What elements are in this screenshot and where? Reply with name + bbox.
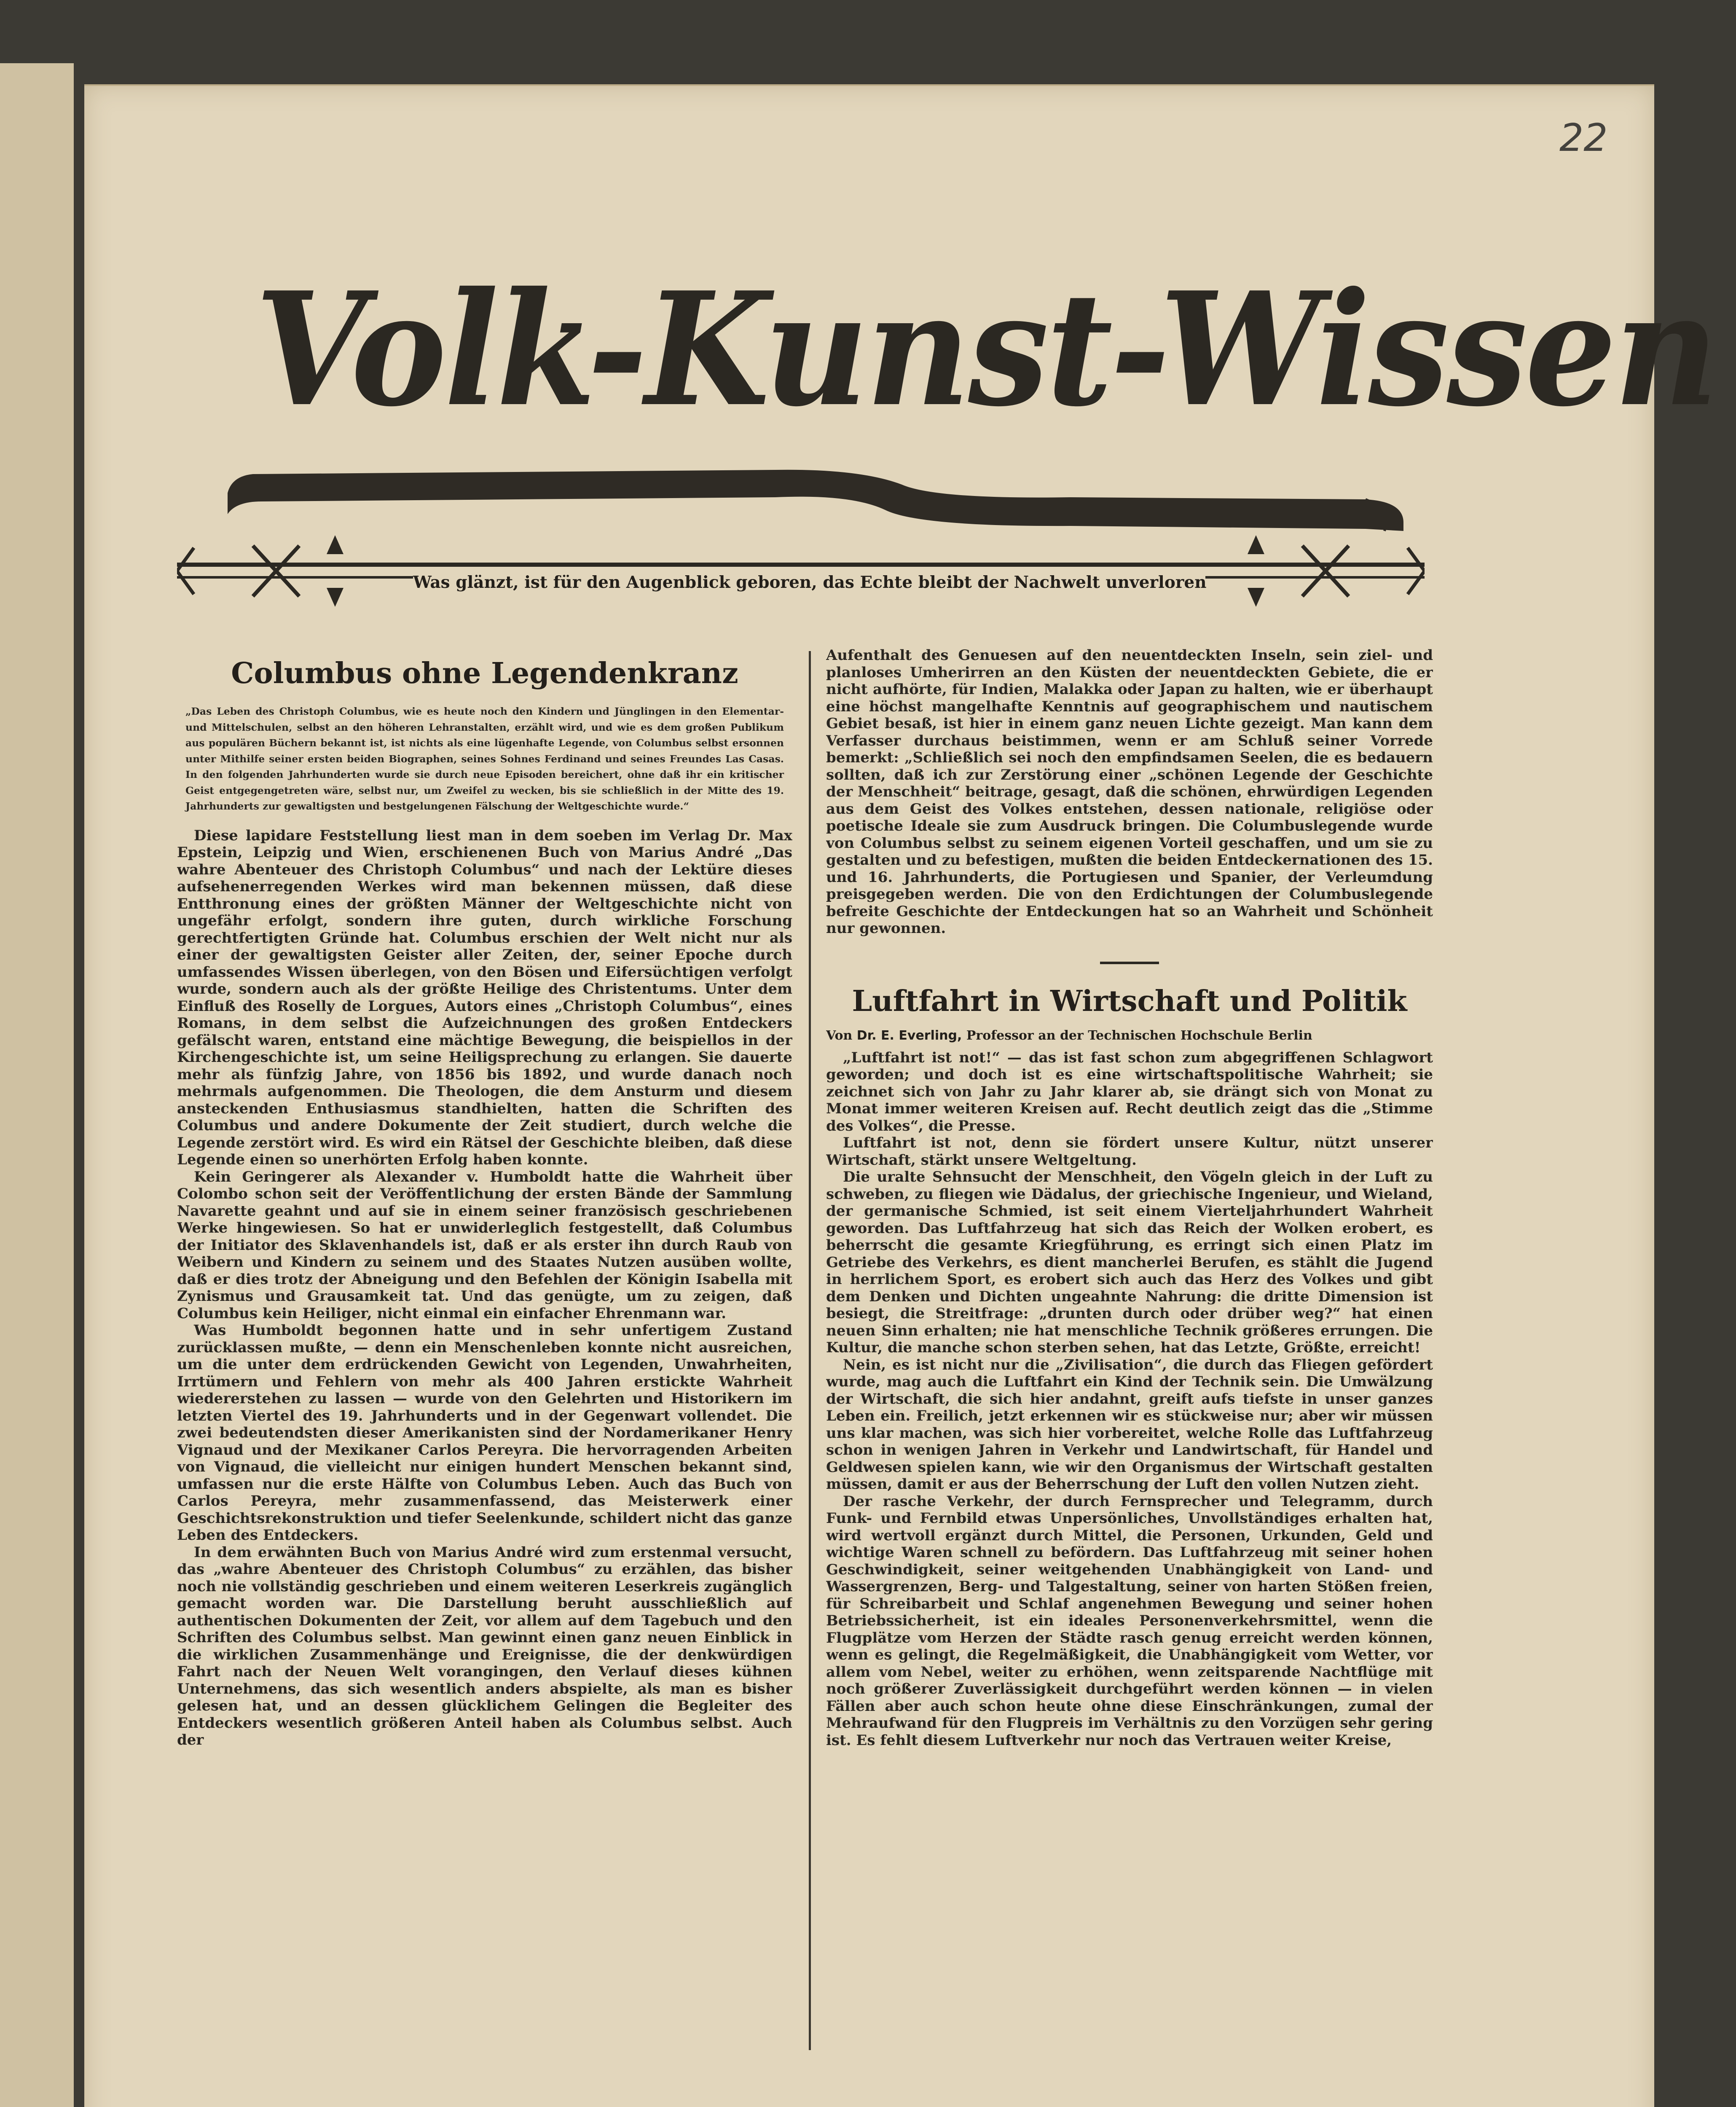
left-column: [177, 649, 792, 2048]
article-byline: [826, 1027, 1433, 1045]
article-paragraph: Der rasche Verkehr, der durch Fernsprecher und Telegramm, durch Funk- und Fernbild etwas Unpersönliches, Unvollständiges erhalten hat, wird wertvoll ergänzt durch Mittel, die Personen, Urkunden, Geld und wichtige Waren schnell zu befördern. Das Luftfahrzeug mit seiner hohen Geschwindigkeit, seiner weitgehenden Unabhängigkeit von Land- und Wassergrenzen, Berg- und Talgestaltung, seiner von harten Stößen freien, für Schreibarbeit und Schlaf angenehmen Bewegung und seiner hohen Betriebssicherheit, ist ein ideales Personenverkehrsmittel, wenn die Flugplätze vom Herzen der Städte rasch genug erreicht werden können, wenn es gelingt, die Regelmäßigkeit, die Unabhängigkeit vom Wetter, vor allem vom Nebel, weiter zu erhöhen, wenn zeitsparende Nachtflüge mit noch größerer Zuverlässigkeit durchgeführt werden können — in vielen Fällen aber auch schon heute ohne diese Einschränkungen, zumal der Mehraufwand für den Flugpreis im Verhältnis zu den Vorzügen sehr gering ist. Es fehlt diesem Luftverkehr nur noch das Vertrauen weiter Kreise,: [826, 1493, 1433, 1749]
article-paragraph: Luftfahrt ist not, denn sie fördert unsere Kultur, nützt unserer Wirtschaft, stärkt unsere Weltgeltung.: [826, 1134, 1433, 1169]
article-paragraph: Die uralte Sehnsucht der Menschheit, den Vögeln gleich in der Luft zu schweben, zu fliegen wie Dädalus, der griechische Ingenieur, und Wieland, der germanische Schmied, ist seit einem Vierteljahrhundert Wahrheit geworden. Das Luftfahrzeug hat sich das Reich der Wolken erobert, es beherrscht die gesamte Kriegführung, es erringt sich einen Platz im Getriebe des Verkehrs, es dient mancherlei Berufen, es stählt die Jugend in herrlichem Sport, es erobert sich auch das Herz des Volkes und gibt dem Denken und Dichten ungeahnte Nahrung: die dritte Dimension ist besiegt, die Streitfrage: „drunten durch oder drüber weg?“ hat einen neuen Sinn erhalten; nie hat menschliche Technik größeres errungen. Die Kultur, die manche schon sterben sehen, hat das Letzte, Größte, erreicht!: [826, 1169, 1433, 1356]
article-headline-columbus: Columbus ohne Legendenkranz: [231, 657, 738, 690]
article-lead-quote: „Das Leben des Christoph Columbus, wie es heute noch den Kindern und Jünglingen in den Elementar- und Mittelschulen, selbst an den höheren Lehranstalten, erzählt wird, und wie es dem großen Publikum aus populären Büchern bekannt ist, ist nichts als eine lügenhafte Legende, von Columbus selbst ersonnen unter Mithilfe seiner ersten beiden Biographen, seines Sohnes Ferdinand und seines Freundes Las Casas. In den folgenden Jahrhunderten wurde sie durch neue Episoden bereichert, ohne daß ihr ein kritischer Geist entgegengetreten wäre, selbst nur, um Zweifel zu wecken, bis sie schließlich in der Mitte des 19. Jahrhunderts zur gewaltigsten und bestgelungenen Fälschung der Weltgeschichte wurde.“: [185, 705, 784, 812]
byline-affiliation: Professor an der Technischen Hochschule Berlin: [966, 1028, 1312, 1043]
column-divider: [809, 651, 811, 2050]
masthead-banner-ribbon: [228, 459, 1408, 535]
right-column: [826, 647, 1433, 2054]
article-paragraph: Kein Geringerer als Alexander v. Humboldt hatte die Wahrheit über Colombo schon seit der Veröffentlichung der ersten Bände der Sammlung Navarette geahnt und auf sie in einem seiner französisch geschriebenen Werke hingewiesen. So hat er unwiderleglich festgestellt, daß Columbus der Initiator des Sklavenhandels ist, daß er als erster ihn durch Raub von Weibern und Kindern zu seinem und des Staates Nutzen ausüben wollte, daß er dies trotz der Abneigung und den Befehlen der Königin Isabella mit Zynismus und Grausamkeit tat. Und das genügte, um zu zeigen, daß Columbus kein Heiliger, nicht einmal ein einfacher Ehrenmann war.: [177, 1168, 792, 1322]
page-number: 22: [1559, 116, 1608, 160]
article-separator-rule: [1100, 962, 1159, 964]
masthead-motto: Was glänzt, ist für den Augenblick geboren, das Echte bleibt der Nachwelt unverloren: [413, 570, 1205, 595]
page-edge-line: [84, 84, 1654, 86]
adjacent-page-edge: [0, 63, 74, 2107]
article-continuation: Aufenthalt des Genuesen auf den neuentdeckten Inseln, sein ziel- und planloses Umherirren an den Küsten der neuentdeckten Gebiete, die er nicht aufhörte, für Indien, Malakka oder Japan zu halten, wie er überhaupt eine höchst mangelhafte Kenntnis auf geographischem und nautischem Gebiet besaß, ist hier in einem ganz neuen Lichte gezeigt. Man kann dem Verfasser durchaus beistimmen, wenn er am Schluß seiner Vorrede bemerkt: „Schließlich sei noch den empfindsamen Seelen, die es bedauern sollten, daß ich zur Zerstörung einer „schönen Legende der Geschichte der Menschheit“ beitrage, gesagt, daß die schönen, ehrwürdigen Legenden aus dem Geist des Volkes entstehen, dessen nationale, religiöse oder poetische Ideale sie zum Ausdruck bringen. Die Columbuslegende wurde von Columbus selbst zu seinem eigenen Vorteil geschaffen, und um sie zu gestalten und zu befestigen, mußten die beiden Entdeckernationen des 15. und 16. Jahrhunderts, die Portugiesen und Spanier, der Verleumdung preisgegeben werden. Die von den Erdichtungen der Columbuslegende befreite Geschichte der Entdeckungen hat so an Wahrheit und Schönheit nur gewonnen.: [826, 647, 1433, 937]
article-paragraph: „Luftfahrt ist not!“ — das ist fast schon zum abgegriffenen Schlagwort geworden; und doch ist es eine wirtschaftspolitische Wahrheit; sie zeichnet sich von Jahr zu Jahr klarer ab, sie drängt sich von Monat zu Monat immer weiteren Kreisen auf. Recht deutlich zeigt das die „Stimme des Volkes“, die Presse.: [826, 1049, 1433, 1134]
article-paragraph: In dem erwähnten Buch von Marius André wird zum erstenmal versucht, das „wahre Abenteuer des Christoph Columbus“ zu erzählen, das bisher noch nie vollständig geschrieben und einem weiteren Leserkreis zugänglich gemacht worden war. Die Darstellung beruht ausschließlich auf authentischen Dokumenten der Zeit, vor allem auf dem Tagebuch und den Schriften des Columbus selbst. Man gewinnt einen ganz neuen Einblick in die wirklichen Zusammenhänge und Ereignisse, die der denkwürdigen Fahrt nach der Neuen Welt vorangingen, den Verlauf dieses kühnen Unternehmens, das sich wesentlich anders abspielte, als man es bisher gelesen hat, und an dessen glücklichem Gelingen die Begleiter des Entdeckers wesentlich größeren Anteil haben als Columbus selbst. Auch der: [177, 1544, 792, 1748]
article-paragraph: Nein, es ist nicht nur die „Zivilisation“, die durch das Fliegen gefördert wurde, mag auch die Luftfahrt ein Kind der Technik sein. Die Umwälzung der Wirtschaft, die sich hier andahnt, greift aufs tiefste in unser ganzes Leben ein. Freilich, jetzt erkennen wir es stückweise nur; aber wir müssen uns klar machen, was sich hier vorbereitet, welche Rolle das Luftfahrzeug schon in wenigen Jahren in Verkehr und Landwirtschaft, für Handel und Geldwesen spielen kann, wie wir den Organismus der Wirtschaft gestalten müssen, damit er aus der Beherrschung der Luft den vollen Nutzen zieht.: [826, 1356, 1433, 1493]
article-paragraph: Was Humboldt begonnen hatte und in sehr unfertigem Zustand zurücklassen mußte, — denn ein Menschenleben konnte nicht ausreichen, um die unter dem erdrückenden Gewicht von Legenden, Unwahrheiten, Irrtümern und Fehlern von mehr als 400 Jahren erstickte Wahrheit wiedererstehen zu lassen — wurde von den Gelehrten und Historikern im letzten Viertel des 19. Jahrhunderts und in der Gegenwart vollendet. Die zwei bedeutendsten dieser Amerikanisten sind der Nordamerikaner Henry Vignaud und der Mexikaner Carlos Pereyra. Die hervorragenden Arbeiten von Vignaud, die vielleicht nur einigen hundert Menschen bekannt sind, umfassen nur die erste Hälfte von Columbus Leben. Auch das Buch von Carlos Pereyra, mehr zusammenfassend, das Meisterwerk einer Geschichtsrekonstruktion und tiefer Seelenkunde, schildert nicht das ganze Leben des Entdeckers.: [177, 1322, 792, 1544]
byline-prefix: Von: [826, 1028, 853, 1043]
masthead-title: Volk-Kunst-Wissen: [255, 258, 1716, 441]
article-paragraph: Diese lapidare Feststellung liest man in dem soeben im Verlag Dr. Max Epstein, Leipzig und Wien, erschienenen Buch von Marius André „Das wahre Abenteuer des Christoph Columbus“ und nach der Lektüre dieses aufsehenerregenden Werkes wird man bekennen müssen, daß diese Entthronung eines der größten Männer der Weltgeschichte nicht von ungefähr erfolgt, sondern ihre guten, durch wirkliche Forschung gerechtfertigten Gründe hat. Columbus erschien der Welt nicht nur als einer der gewaltigsten Geister aller Zeiten, der, seiner Epoche durch umfassendes Wissen überlegen, von den Bösen und Eifersüchtigen verfolgt wurde, sondern auch als der größte Heilige des Christentums. Unter dem Einfluß des Roselly de Lorgues, Autors eines „Christoph Columbus“, eines Romans, in dem selbst die Aufzeichnungen des großen Entdeckers gefälscht waren, entstand eine mächtige Bewegung, die beispiellos in der Kirchengeschichte ist, um seine Heiligsprechung zu erlangen. Sie dauerte mehr als fünfzig Jahre, von 1856 bis 1892, und wurde danach noch mehrmals aufgenommen. Die Theologen, die dem Ansturm und diesem ansteckenden Enthusiasmus standhielten, hatten die Schriften des Columbus und andere Dokumente der Zeit studiert, durch welche die Legende zerstört wird. Es wird ein Rätsel der Geschichte bleiben, daß diese Legende einen so unerhörten Erfolg haben konnte.: [177, 827, 792, 1168]
byline-author: Dr. E. Everling,: [856, 1028, 962, 1043]
article-headline-luftfahrt: Luftfahrt in Wirtschaft und Politik: [852, 984, 1407, 1018]
